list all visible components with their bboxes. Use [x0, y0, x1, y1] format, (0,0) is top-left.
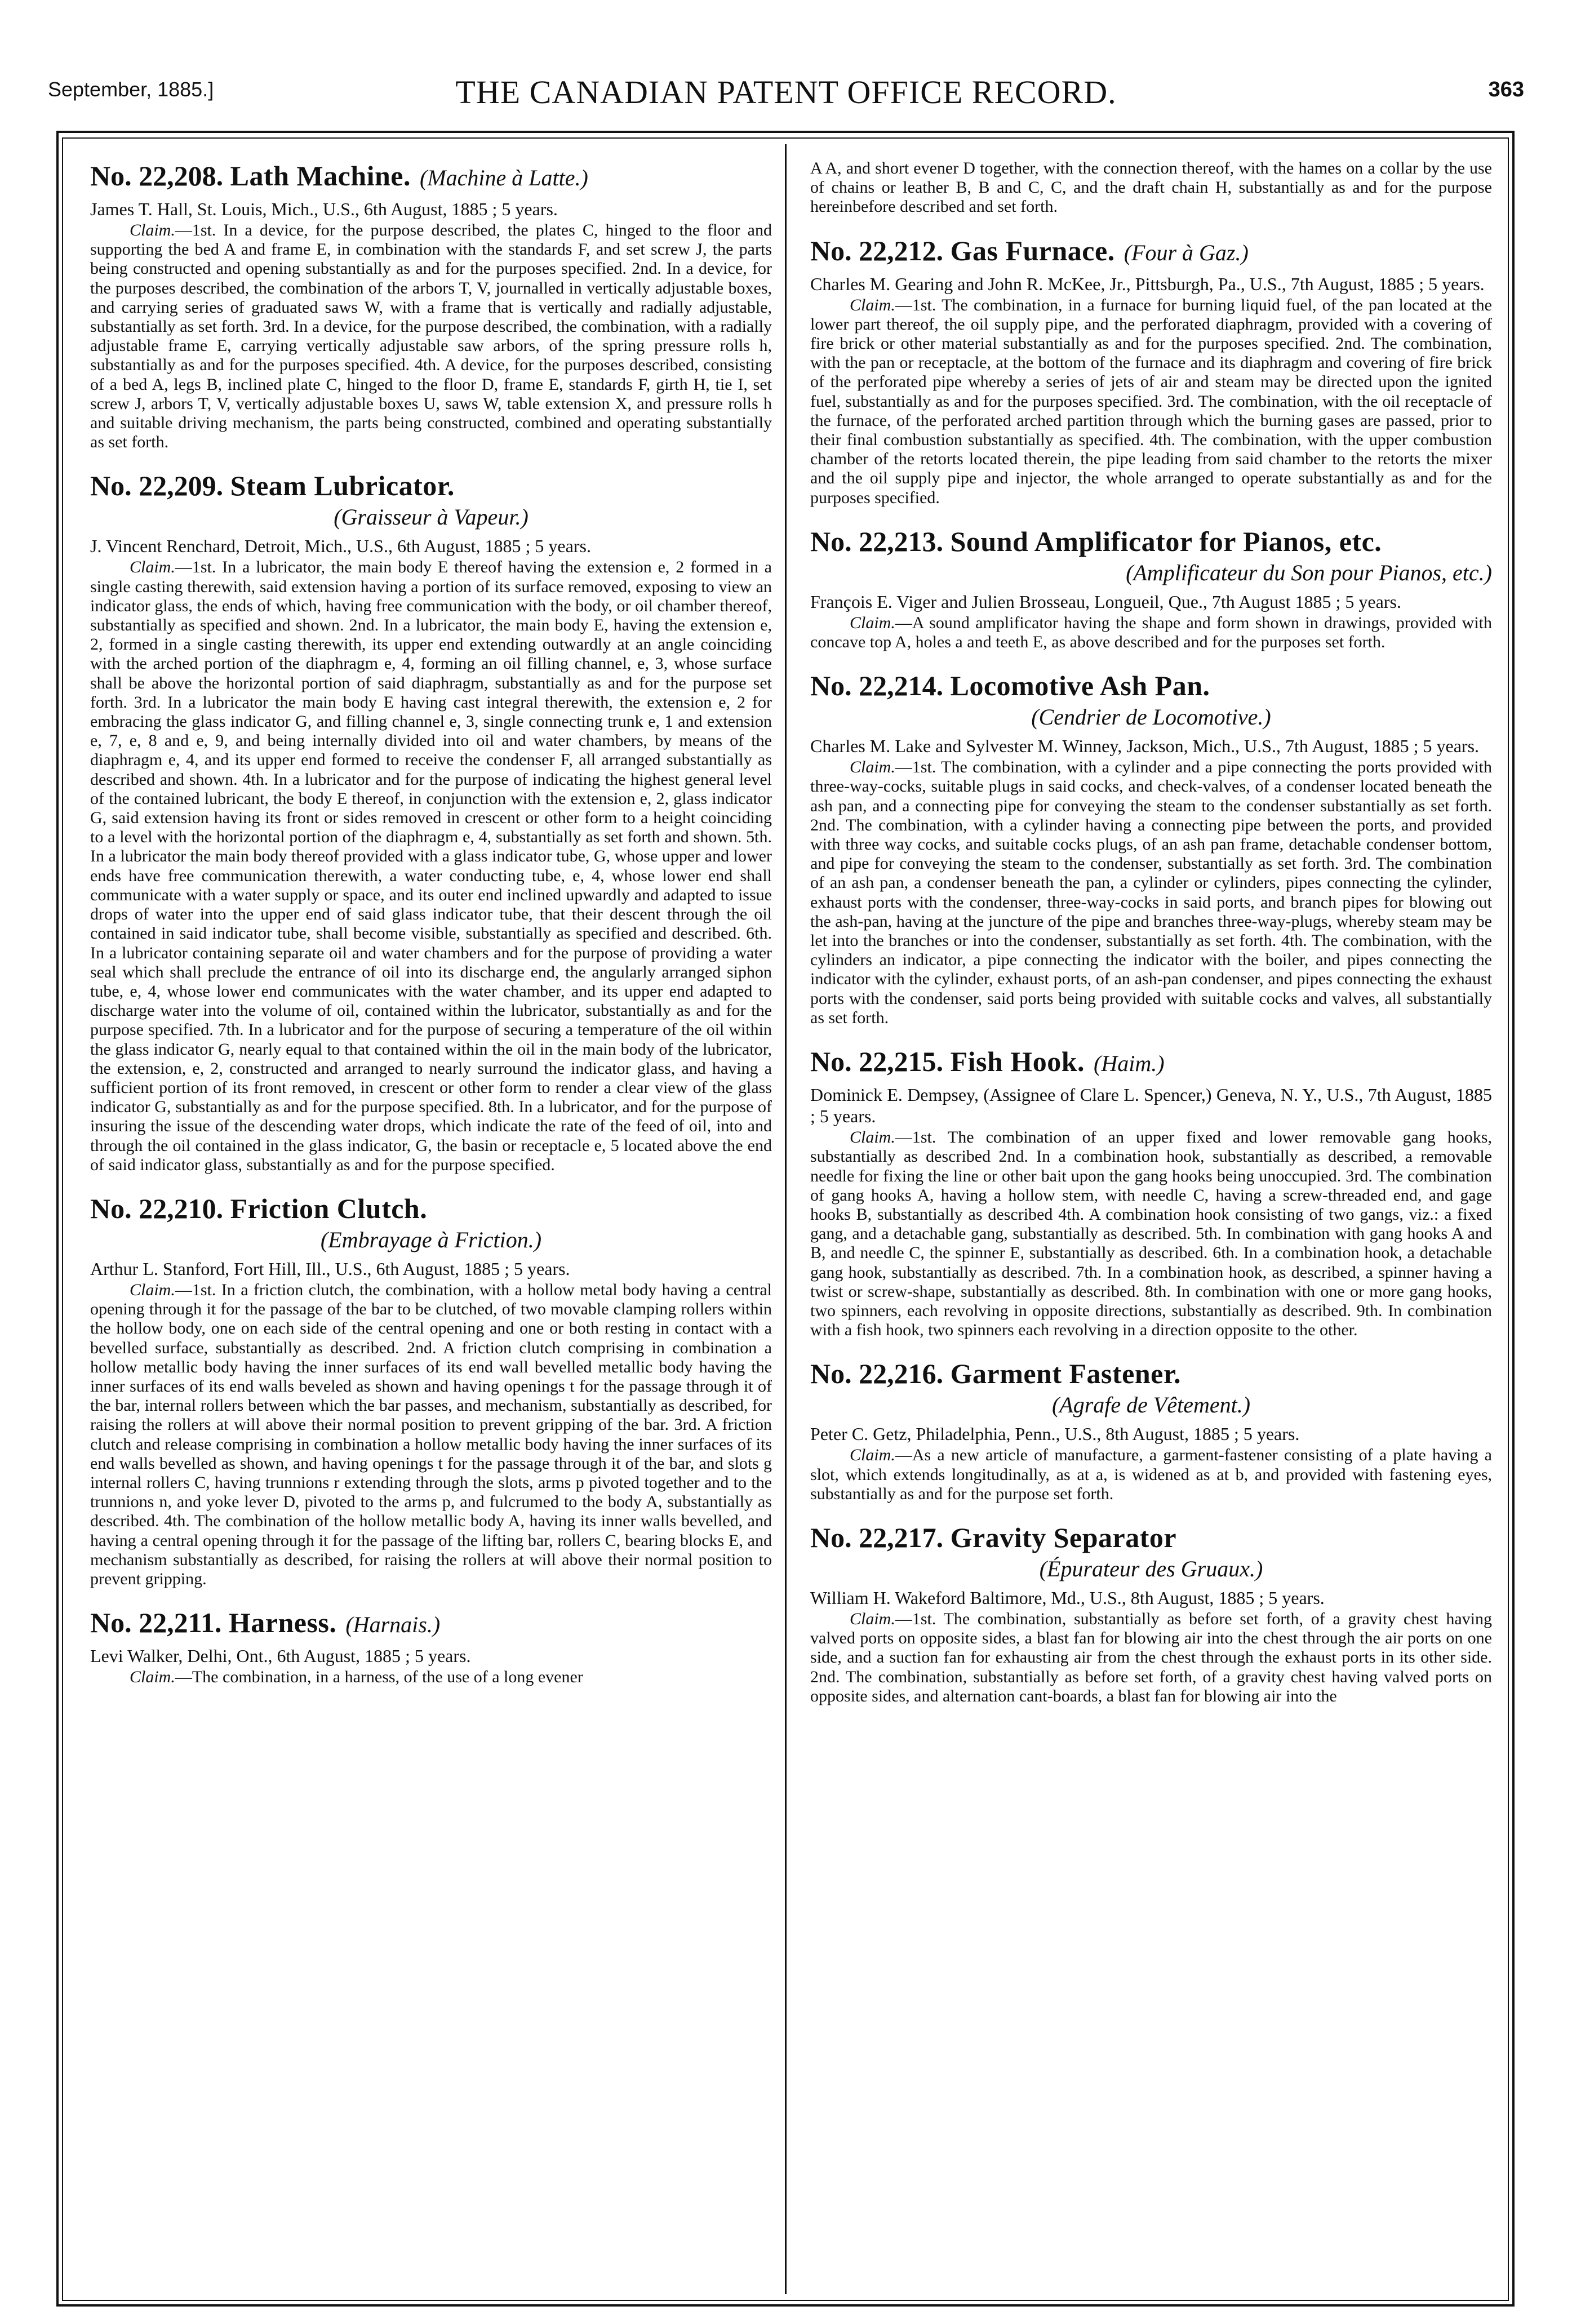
claim-body: —1st. The combination, substantially as before set forth, of a gravity chest having valved ports on opposite sides, a blast fan for blowing air into the chest through the air ports on one side, and a suction fan for exhausting air from the chest through the exhaust ports in its other side. 2nd. The combination, substantially as before set forth, of a gravity chest having valved ports on opposite sides, and alternation cant-boards, a blast fan for blowing air into the [810, 1609, 1492, 1705]
entry-heading [810, 525, 1492, 558]
claim-body: —1st. In a friction clutch, the combination, with a hollow metal body having a central opening through it for the passage of the bar to be clutched, of two movable clamping rollers within the hollow body, one on each side of the central opening and one or both resting in contact with a bevelled surface, substantially as described. 2nd. A friction clutch comprising in combination a hollow metallic body having the inner surfaces of its end wall bevelled metallic body having the inner surfaces of its end walls beveled as shown and having openings t for the passage through it of the bar, internal rollers between which the bar passes, and mechanism, substantially as described, for raising the rollers at will above their normal position to prevent gripping of the bar. 3rd. A friction clutch and release comprising in combination a hollow metallic body having the inner surfaces of its end walls bevelled as shown, and having openings t for the passage through it of the bar, and slots g internal rollers C, having trunnions r extending through the slots, arms p pivoted together and to the trunnions n, and yoke lever D, pivoted to the arms p, and fulcrumed to the body A, substantially as described. 4th. The combination of the hollow metallic body A, having its inner walls bevelled, and having a central opening through it for the passage of the lifting bar, rollers C, bearing blocks E, and mechanism substantially as described, for raising the rollers at will above their normal position to prevent gripping. [90, 1280, 772, 1588]
patent-title: Gravity Separator [950, 1521, 1177, 1553]
inventor-line: Levi Walker, Delhi, Ont., 6th August, 1885 ; 5 years. [90, 1646, 471, 1667]
patent-number: No. 22,213. [810, 525, 944, 557]
inventor-line: James T. Hall, St. Louis, Mich., U.S., 6th August, 1885 ; 5 years. [90, 199, 558, 219]
column-divider [785, 144, 787, 2294]
inventor-line: Charles M. Gearing and John R. McKee, Jr., Pittsburgh, Pa., U.S., 7th August, 1885 ; 5 years. [810, 273, 1485, 294]
claim-text [810, 296, 1492, 508]
french-title: (Cendrier de Locomotive.) [1031, 704, 1271, 730]
patent-entry [90, 159, 772, 452]
patent-number: No. 22,217. [810, 1521, 944, 1553]
patent-title: Gas Furnace. [950, 234, 1115, 266]
claim-continuation: A A, and short evener D together, with the connection thereof, with the hames on a collar by the use of chains or leather B, B and C, C, and the draft chain H, substantially as and for the purpose hereinbefore described and set forth. [810, 159, 1492, 216]
french-title: (Haim.) [1094, 1051, 1165, 1077]
patent-entry-continued [810, 159, 1492, 217]
patent-entry [810, 234, 1492, 508]
claim-label: Claim. [850, 295, 895, 314]
entry-heading [90, 1606, 772, 1642]
patent-title: Locomotive Ash Pan. [950, 670, 1210, 702]
claim-body: —As a new article of manufacture, a garment-fastener consisting of a plate having a slot, which extends longitudinally, as at a, is widened as at b, and provided with fastening eyes, substantially as and for the purpose set forth. [810, 1446, 1492, 1503]
claim-label: Claim. [850, 758, 895, 777]
inventor-line: François E. Viger and Julien Brosseau, Longueil, Que., 7th August 1885 ; 5 years. [810, 591, 1401, 612]
inventor-line: J. Vincent Renchard, Detroit, Mich., U.S., 6th August, 1885 ; 5 years. [90, 536, 591, 557]
patent-entry [810, 525, 1492, 652]
french-title: (Amplificateur du Son pour Pianos, etc.) [1126, 559, 1492, 585]
entry-heading [810, 1045, 1492, 1081]
page-number: 363 [1488, 78, 1524, 101]
entry-heading [810, 1357, 1492, 1390]
claim-text [810, 1610, 1492, 1706]
claim-label: Claim. [850, 1128, 895, 1147]
patent-entry [90, 1192, 772, 1589]
french-title: (Épurateur des Gruaux.) [1039, 1556, 1263, 1581]
claim-text [90, 558, 772, 1175]
patent-number: No. 22,210. [90, 1192, 224, 1224]
claim-label: Claim. [130, 558, 175, 577]
inventor-line: Arthur L. Stanford, Fort Hill, Ill., U.S., 6th August, 1885 ; 5 years. [90, 1258, 570, 1279]
claim-text [90, 1668, 772, 1687]
publication-title: THE CANADIAN PATENT OFFICE RECORD. [455, 74, 1117, 110]
inventor-line: Peter C. Getz, Philadelphia, Penn., U.S., 8th August, 1885 ; 5 years. [810, 1424, 1300, 1445]
patent-entry [810, 1357, 1492, 1504]
claim-body: —1st. The combination, with a cylinder and a pipe connecting the ports provided with three-way-cocks, suitable plugs in said cocks, and check-valves, of a condenser located beneath the ash pan, and a connecting pipe for conveying the steam to the condenser substantially as set forth. 2nd. The combination, with a cylinder having a connecting pipe between the ports, and provided with three way cocks, and suitable cocks plugs, of an ash pan frame, detachable condenser bottom, and pipe for conveying the steam to the condenser, substantially as set forth. 3rd. The combination of an ash pan, a condenser beneath the pan, a cylinder or cylinders, pipes connecting the cylinder, exhaust ports with the condenser, three-way-cocks in said ports, and branch pipes for blowing out the ash-pan, having at the juncture of the pipe and branches three-way-plugs, whereby steam may be let into the branches or into the condenser, substantially as set forth. 4th. The combination, with the cylinders an indicator, a pipe connecting the indicator with the boiler, and pipes connecting the indicator with the cylinder, exhaust ports, of an ash-pan condenser, and pipes connecting the exhaust ports with the condenser, said ports being provided with suitable cocks and valves, all substantially as set forth. [810, 758, 1492, 1027]
patent-number: No. 22,214. [810, 670, 944, 702]
claim-body: —1st. In a lubricator, the main body E thereof having the extension e, 2 formed in a single casting therewith, said extension having a portion of its surface removed, exposing to view an indicator glass, the ends of which, having free communication with the body, or oil chamber thereof, substantially as specified and shown. 2nd. In a lubricator, the main body E, having the extension e, 2, formed in a single casting therewith, its upper end extending outwardly at an angle coinciding with the arched portion of the diaphragm e, 4, forming an oil filling channel, e, 3, whose surface shall be above the horizontal portion of said diaphragm, substantially as and for the purpose set forth. 3rd. In a lubricator the main body E having cast integral therewith, the extension e, 2 for embracing the glass indicator G, and filling channel e, 3, single connecting trunk e, 1 and extension e, 7, e, 8 and e, 9, and being internally divided into oil and water chambers, by means of the diaphragm e, 4, and its upper end formed to receive the condenser F, all arranged substantially as described and shown. 4th. In a lubricator and for the purpose of indicating the highest general level of the contained lubricant, the body E thereof, in conjunction with the extension e, 2, glass indicator G, said extension having its front or sides removed in crescent or other form to a height coinciding to a level with the horizontal portion of the diaphragm e, 4, substantially as set forth and shown. 5th. In a lubricator the main body thereof provided with a glass indicator tube, G, whose upper and lower ends have free communication therewith, a water conducting tube, e, 4, whose lower end shall communicate with a water supply or space, and its outer end inclined upwardly and adapted to issue drops of water into the upper end of said glass indicator tube, that their descent through the oil contained in said indicator tube, shall become visible, substantially as specified and described. 6th. In a lubricator containing separate oil and water chambers and for the purpose of providing a water seal which shall preclude the entrance of oil into its discharge end, the angularly arranged siphon tube, e, 4, whose lower end communicates with the water chamber, and its upper end adapted to discharge water into the volume of oil, contained within the lubricator, substantially as and for the purpose specified. 7th. In a lubricator and for the purpose of securing a temperature of the oil within the glass indicator G, nearly equal to that contained within the oil in the main body of the lubricator, the extension, e, 2, constructed and arranged to nearly surround the indicator glass, and having a sufficient portion of its front removed, in crescent or other form to render a clear view of the glass indicator G, substantially as and for the purpose specified. 8th. In a lubricator, and for the purpose of insuring the issue of the descending water drops, which indicate the rate of the feed of oil, into and through the oil contained in the glass indicator, G, the basin or receptacle e, 5 located above the end of said indicator glass, substantially as and for the purpose specified. [90, 558, 772, 1174]
patent-title: Fish Hook. [950, 1046, 1085, 1078]
entry-heading [90, 1192, 772, 1225]
french-title: (Harnais.) [345, 1612, 441, 1638]
claim-text [810, 1446, 1492, 1504]
patent-entry [90, 469, 772, 1175]
claim-label: Claim. [850, 1446, 895, 1465]
left-column [90, 159, 772, 2294]
patent-title: Lath Machine. [230, 160, 411, 192]
french-title: (Embrayage à Friction.) [320, 1227, 542, 1252]
patent-entry [810, 1045, 1492, 1340]
claim-body: —1st. The combination of an upper fixed and lower removable gang hooks, substantially as described 2nd. In a combination hook, substantially as described, a removable needle for fixing the line or other bait upon the gang hooks being unoccupied. 3rd. The combination of gang hooks A, having a hollow stem, with needle C, having a screw-threaded end, and gage hooks B, substantially as described 4th. A combination hook consisting of two gangs, viz.: a fixed gang, and a detachable gang, substantially as described. 5th. In combination with gang hooks A and B, and needle C, the spinner E, substantially as described. 6th. In a combination hook, a detachable gang hook, substantially as described. 7th. In a combination hook, as described, a spinner having a twist or screw-shape, substantially as described. 8th. In combination with one or more gang hooks, two spinners, each revolving in opposite directions, substantially as described. 9th. In combination with a fish hook, two spinners each revolving in a direction opposite to the other. [810, 1128, 1492, 1340]
patent-title: Friction Clutch. [230, 1192, 428, 1224]
patent-title: Sound Amplificator for Pianos, etc. [950, 525, 1382, 557]
entry-heading [90, 159, 772, 195]
inventor-line: Dominick E. Dempsey, (Assignee of Clare L. Spencer,) Geneva, N. Y., U.S., 7th August, 1885 ; 5 years. [810, 1085, 1492, 1127]
claim-text [90, 221, 772, 452]
entry-heading [810, 1521, 1492, 1554]
patent-entry [810, 669, 1492, 1028]
claim-text [90, 1281, 772, 1589]
patent-title: Steam Lubricator. [230, 470, 455, 502]
patent-title: Garment Fastener. [950, 1358, 1181, 1390]
patent-number: No. 22,209. [90, 470, 224, 502]
claim-label: Claim. [130, 1280, 175, 1299]
patent-number: No. 22,211. [90, 1607, 222, 1639]
french-title: (Graisseur à Vapeur.) [334, 504, 529, 530]
claim-text [810, 758, 1492, 1028]
claim-body: —The combination, in a harness, of the use of a long evener [175, 1668, 583, 1687]
claim-label: Claim. [130, 1668, 175, 1687]
claim-body: —1st. The combination, in a furnace for burning liquid fuel, of the pan located at the lower part thereof, the oil supply pipe, and the perforated diaphragm, provided with a covering of fire brick or other material substantially as and for the purposes specified. 2nd. The combination, with the pan or receptacle, at the bottom of the furnace and its diaphragm and covering of fire brick of the perforated pipe whereby a series of jets of air and steam may be directed upon the ignited fuel, substantially as and for the purposes specified. 3rd. The combination, with the oil receptacle of the furnace, of the perforated arched partition through which the burning gases are passed, prior to their final combustion substantially as specified. 4th. The combination, with the upper combustion chamber of the retorts located therein, the pipe leading from said chamber to the retorts the mixer and the oil supply pipe and injector, the whole arranged to operate substantially as and for the purposes specified. [810, 295, 1492, 507]
claim-text [810, 1128, 1492, 1340]
running-head [48, 73, 1524, 113]
entry-heading [90, 469, 772, 503]
french-title: (Agrafe de Vêtement.) [1051, 1392, 1251, 1418]
issue-date: September, 1885.] [48, 78, 214, 101]
patent-number: No. 22,215. [810, 1046, 944, 1078]
inventor-line: Charles M. Lake and Sylvester M. Winney, Jackson, Mich., U.S., 7th August, 1885 ; 5 years. [810, 736, 1480, 757]
right-column [810, 159, 1492, 2294]
claim-body: —A sound amplificator having the shape and form shown in drawings, provided with concave top A, holes a and teeth E, as above described and for the purposes set forth. [810, 613, 1492, 652]
claim-label: Claim. [130, 221, 175, 239]
french-title: (Four à Gaz.) [1124, 239, 1249, 265]
claim-label: Claim. [850, 1609, 895, 1628]
patent-number: No. 22,208. [90, 160, 224, 192]
patent-entry [810, 1521, 1492, 1706]
patent-number: No. 22,216. [810, 1358, 944, 1390]
patent-entry [90, 1606, 772, 1687]
claim-text [810, 614, 1492, 652]
french-title: (Machine à Latte.) [420, 165, 588, 190]
claim-label: Claim. [850, 613, 895, 632]
entry-heading [810, 234, 1492, 270]
entry-heading [810, 669, 1492, 703]
claim-body: —1st. In a device, for the purpose described, the plates C, hinged to the floor and supporting the bed A and frame E, in combination with the standards F, and set screw J, the parts being constructed and opening substantially as and for the purposes specified. 2nd. In a device, for the purposes described, the combination of the arbors T, V, journalled in vertically adjustable boxes, and carrying series of graduated saws W, with a frame that is vertically and radially adjustable, substantially as set forth. 3rd. In a device, for the purpose described, the combination, with a radially adjustable frame E, carrying vertically adjustable saw arbors, of the spring pressure rolls h, substantially as and for the purposes specified. 4th. A device, for the purposes described, consisting of a bed A, legs B, inclined plate C, hinged to the floor D, frame E, standards F, girth H, tie I, set screw J, arbors T, V, vertically adjustable boxes U, saws W, table extension X, and pressure rolls h and suitable driving mechanism, the parts being constructed, combined and operating substantially as set forth. [90, 221, 772, 452]
patent-title: Harness. [228, 1607, 337, 1639]
inventor-line: William H. Wakeford Baltimore, Md., U.S., 8th August, 1885 ; 5 years. [810, 1587, 1325, 1608]
patent-number: No. 22,212. [810, 234, 944, 266]
